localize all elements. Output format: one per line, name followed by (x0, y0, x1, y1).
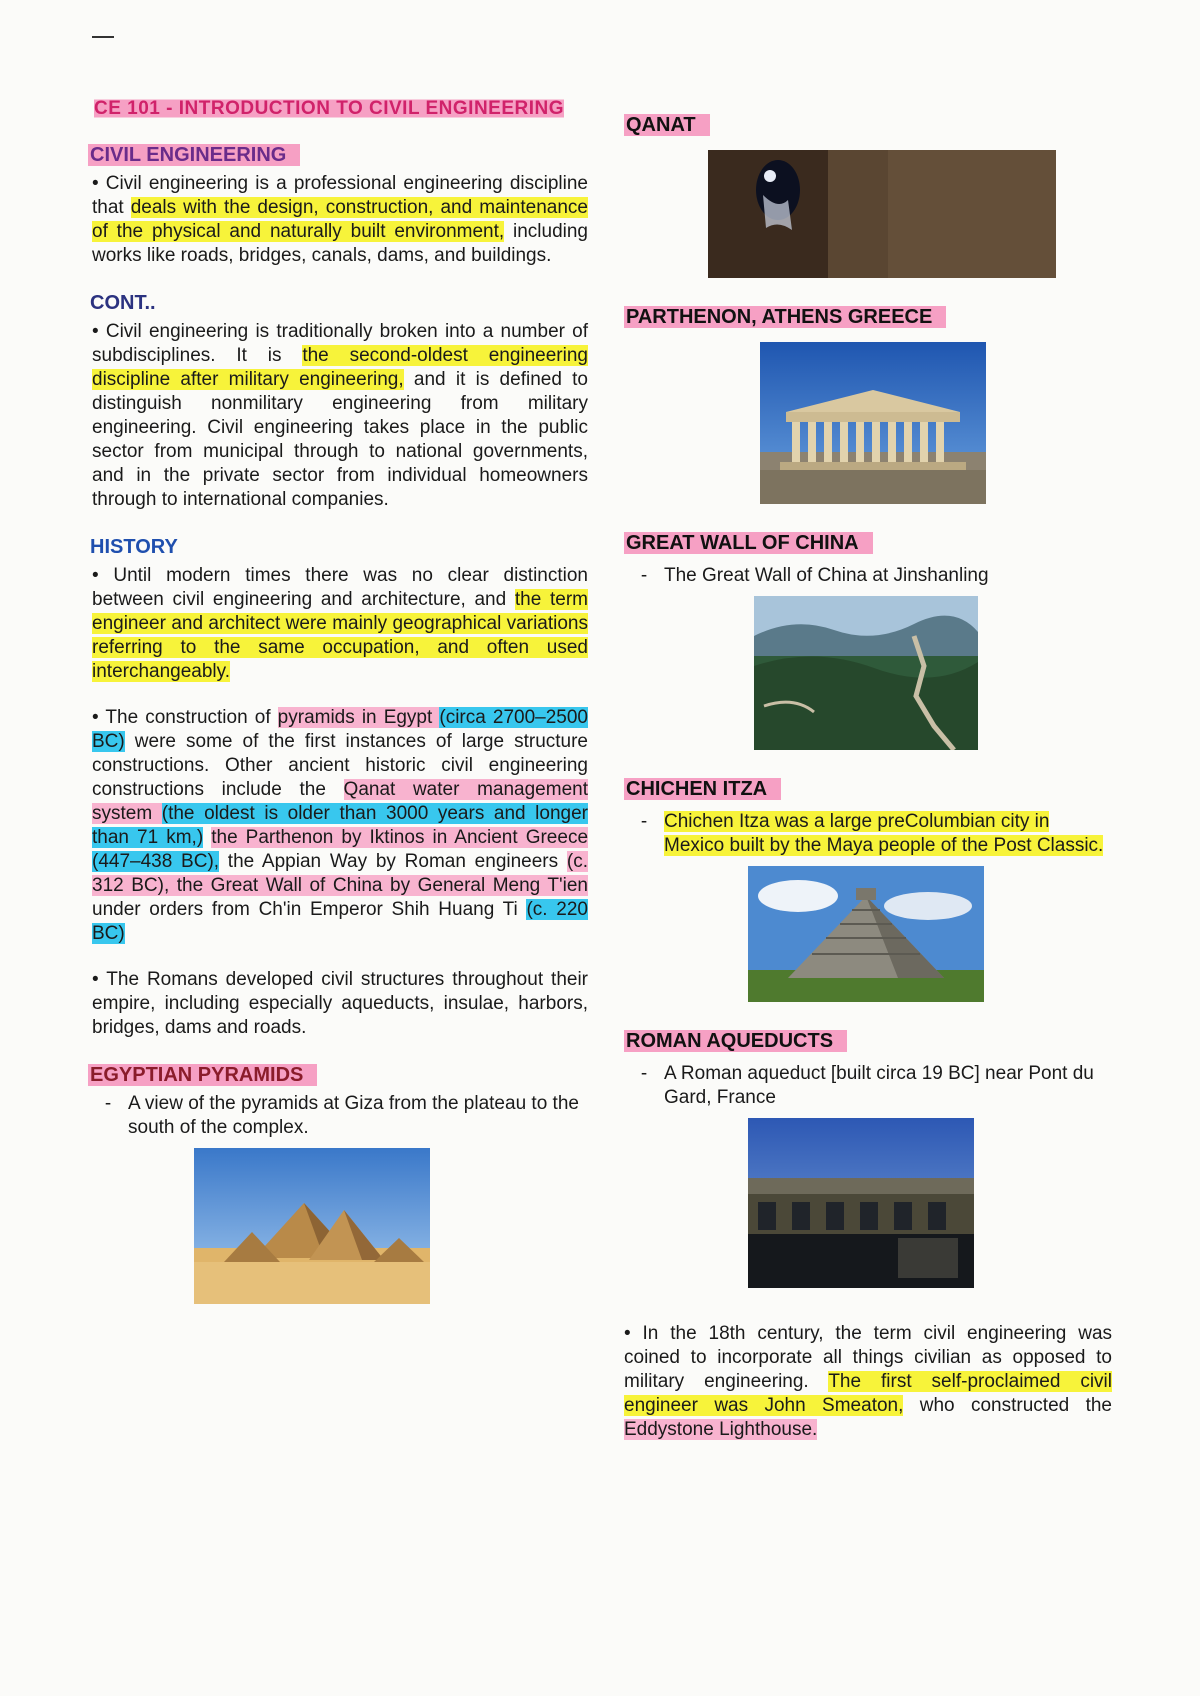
qanat-photo (708, 150, 1056, 278)
caption-roman-aqueducts: - A Roman aqueduct [built circa 19 BC] near Pont du Gard, France (640, 1063, 1094, 1108)
heading-egyptian-pyramids: EGYPTIAN PYRAMIDS (88, 1062, 317, 1088)
heading-roman-aqueducts: ROMAN AQUEDUCTS (624, 1028, 847, 1054)
caption-chichen-itza: - Chichen Itza was a large preColumbian city in Mexico built by the Maya people of the Post Classic. (640, 811, 1104, 856)
paragraph-romans: • The Romans developed civil structures throughout their empire, including especially aqueducts, insulae, harbors, bridges, dams and roads. (92, 969, 588, 1038)
heading-parthenon: PARTHENON, ATHENS GREECE (624, 304, 946, 330)
pyramids-photo (194, 1148, 430, 1304)
caption-egyptian-pyramids: - A view of the pyramids at Giza from the plateau to the south of the complex. (104, 1093, 579, 1138)
corner-mark (92, 36, 114, 38)
heading-civil-engineering: CIVIL ENGINEERING (88, 142, 300, 168)
roman-aqueduct-photo (748, 1118, 974, 1288)
course-title: CE 101 - INTRODUCTION TO CIVIL ENGINEERING (94, 98, 565, 119)
paragraph-civil-engineering: • Civil engineering is a professional engineering discipline that deals with the design, construction, and maintenance of the physical and naturally built environment, including works like roads, bridges, canals, dams, and buildings. (92, 173, 588, 266)
section-egyptian-pyramids (88, 1062, 588, 1304)
paragraph-cont: • Civil engineering is traditionally broken into a number of subdisciplines. It is the second-oldest engineering discipline after military engineering, and it is defined to distinguish nonmilitary engineering from military engineering. Civil engineering takes place in the public sector from municipal through to national governments, and in the private sector from individual homeowners through to international companies. (92, 321, 589, 510)
heading-history: HISTORY (90, 536, 178, 558)
right-column (624, 112, 1112, 1464)
heading-chichen-itza: CHICHEN ITZA (624, 776, 781, 802)
paragraph-pyramids: • The construction of pyramids in Egypt (circa 2700–2500 BC) were some of the first instances of large structure constructions. Other ancient historic civil engineering constructions include the Qanat water management system (the oldest is older than 3000 years and longer than 71 km,) the Parthenon by Iktinos in Ancient Greece (447–438 BC), the Appian Way by Roman engineers (c. 312 BC), the Great Wall of China by General Meng T'ien under orders from Ch'in Emperor Shih Huang Ti (c. 220 BC) (92, 707, 589, 944)
section-history (88, 534, 588, 684)
caption-great-wall: - The Great Wall of China at Jinshanling (640, 565, 989, 586)
section-civil-engineering (88, 142, 588, 268)
paragraph-history: • Until modern times there was no clear distinction between civil engineering and architecture, and the term engineer and architect were mainly geographical variations referring to the same occupation, and often used interchangeably. (92, 565, 588, 682)
chichen-itza-photo (748, 866, 984, 1002)
paragraph-18th-century: • In the 18th century, the term civil engineering was coined to incorporate all things civilian as opposed to military engineering. The first self-proclaimed civil engineer was John Smeaton, who constructed the Eddystone Lighthouse. (624, 1323, 1113, 1440)
great-wall-photo (754, 596, 978, 750)
heading-qanat: QANAT (624, 112, 710, 138)
heading-cont: CONT.. (90, 292, 156, 314)
heading-great-wall: GREAT WALL OF CHINA (624, 530, 873, 556)
left-column (88, 96, 588, 1310)
parthenon-photo (760, 342, 986, 504)
section-cont (88, 290, 588, 512)
